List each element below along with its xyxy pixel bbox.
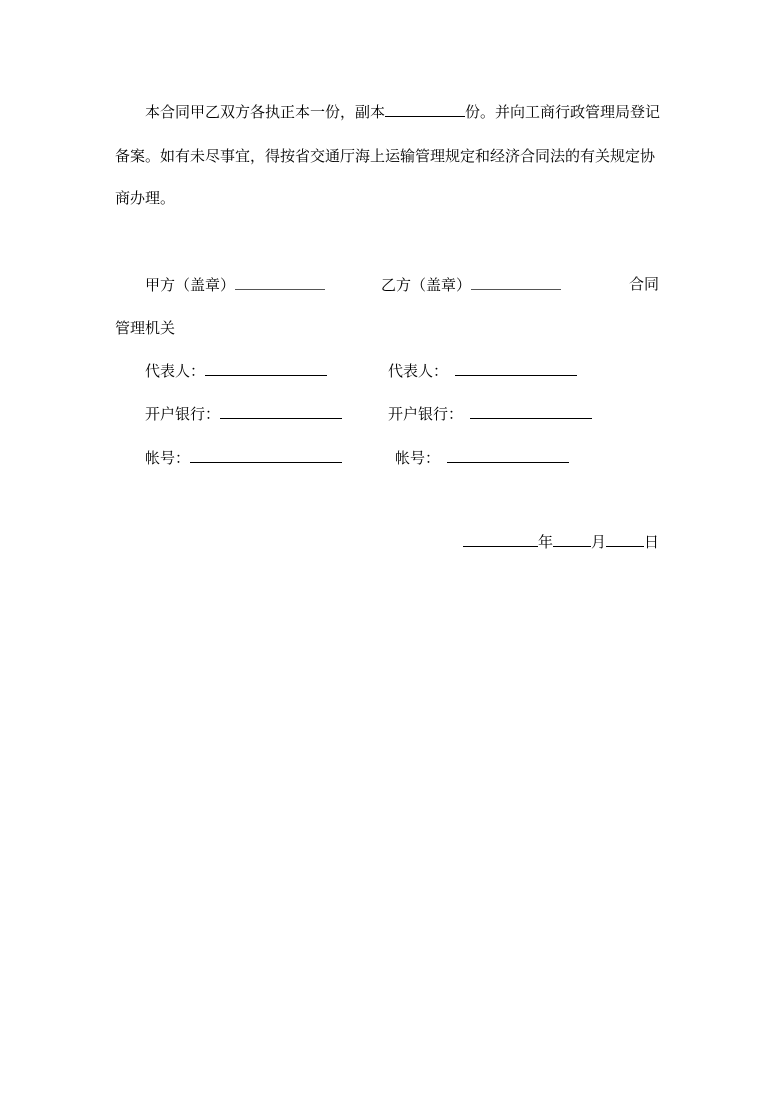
- account-b: [395, 447, 569, 467]
- rep-b: [388, 360, 577, 380]
- authority-label-part2: [115, 318, 175, 338]
- paragraph-text: 份。并向工商行政管理局登记: [465, 103, 661, 121]
- bank-b: [388, 403, 592, 423]
- bank-a-label: 开户银行：: [145, 405, 221, 423]
- paragraph-line-2: [115, 146, 655, 166]
- authority-label: 合同: [629, 275, 660, 293]
- paragraph-text: 备案。如有未尽事宜，得按省交通厅海上运输管理规定和经济合同法的有关规定协: [115, 147, 656, 165]
- party-a-seal-blank: [235, 274, 325, 290]
- year-blank: [463, 531, 538, 547]
- paragraph-line-1: [145, 101, 660, 121]
- copies-count-blank: [385, 101, 465, 117]
- bank-a: [145, 403, 342, 423]
- bank-b-label: 开户银行：: [388, 405, 464, 423]
- paragraph-text: 商办理。: [115, 189, 176, 207]
- bank-b-blank: [470, 403, 592, 419]
- month-label: 月: [591, 533, 607, 551]
- party-a-seal: [145, 274, 325, 294]
- party-b-seal: [381, 274, 561, 294]
- authority-label: 管理机关: [115, 319, 176, 337]
- account-a-label: 帐号：: [145, 449, 191, 467]
- rep-b-label: 代表人：: [388, 362, 449, 380]
- paragraph-line-3: [115, 188, 175, 208]
- account-b-blank: [447, 447, 569, 463]
- month-blank: [553, 531, 591, 547]
- party-b-seal-blank: [471, 274, 561, 290]
- account-a: [145, 447, 342, 467]
- authority-label-part1: [629, 274, 659, 294]
- account-b-label: 帐号：: [395, 449, 441, 467]
- day-blank: [606, 531, 644, 547]
- date-line: [463, 531, 659, 551]
- party-b-seal-label: 乙方（盖章）: [381, 276, 472, 294]
- paragraph-text: 本合同甲乙双方各执正本一份，副本: [145, 103, 386, 121]
- year-label: 年: [538, 533, 554, 551]
- day-label: 日: [644, 533, 660, 551]
- bank-a-blank: [220, 403, 342, 419]
- party-a-seal-label: 甲方（盖章）: [145, 276, 236, 294]
- rep-a-blank: [205, 360, 327, 376]
- rep-b-blank: [455, 360, 577, 376]
- rep-a: [145, 360, 327, 380]
- rep-a-label: 代表人：: [145, 362, 206, 380]
- account-a-blank: [190, 447, 342, 463]
